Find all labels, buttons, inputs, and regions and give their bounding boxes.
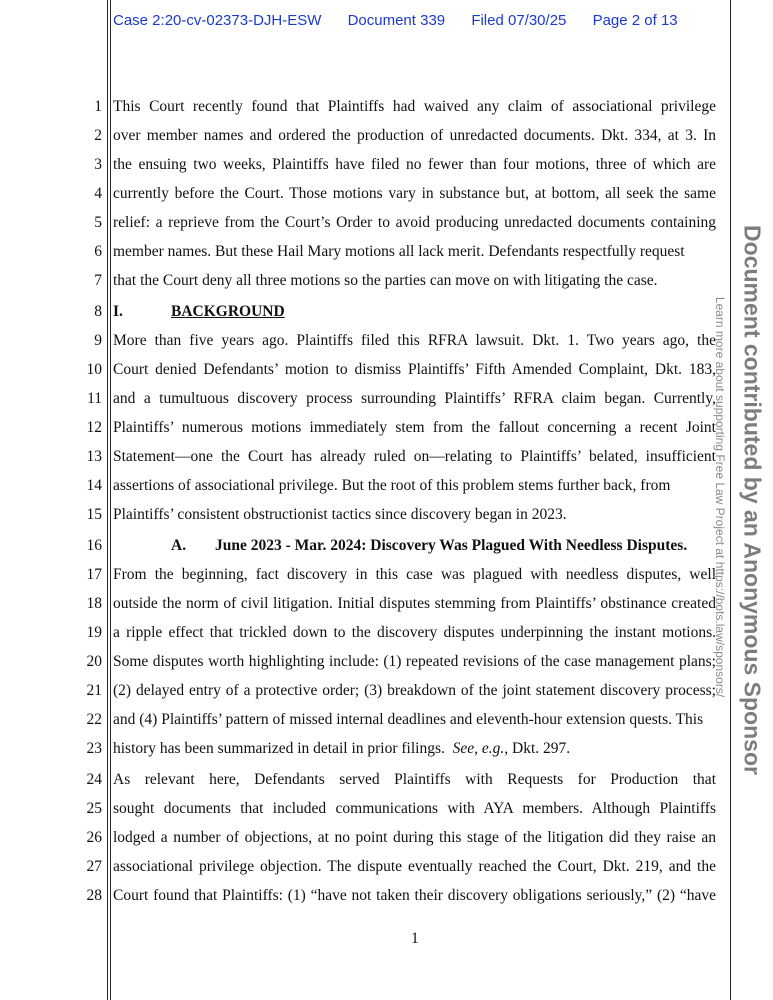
line-number: 18	[86, 595, 102, 612]
line-number: 23	[86, 740, 102, 757]
text-line: the ensuing two weeks, Plaintiffs have filed no fewer than four motions, three of which are	[113, 156, 716, 173]
left-margin-rule-inner	[110, 0, 111, 1000]
case-number: Case 2:20-cv-02373-DJH-ESW	[113, 12, 322, 29]
text-line: associational privilege objection. The dispute eventually reached the Court, Dkt. 219, and the	[113, 858, 716, 875]
line-number: 20	[86, 653, 102, 670]
text-line: sought documents that included communications with AYA members. Although Plaintiffs	[113, 800, 716, 817]
text-line: relief: a reprieve from the Court’s Order to avoid producing unredacted documents containing	[113, 214, 716, 231]
text-line: currently before the Court. Those motions vary in substance but, at bottom, all seek the same	[113, 185, 716, 202]
text-line: Court denied Defendants’ motion to dismiss Plaintiffs’ Fifth Amended Complaint, Dkt. 183,	[113, 361, 716, 378]
sponsor-watermark-link: Learn more about supporting Free Law Project at https://bots.law/sponsors/	[713, 296, 727, 698]
line-number: 13	[86, 448, 102, 465]
line-number: 9	[94, 332, 102, 349]
line-number: 6	[94, 243, 102, 260]
text-line: Court found that Plaintiffs: (1) “have not taken their discovery obligations seriously,” (2) “have	[113, 887, 716, 904]
line-number: 14	[86, 477, 102, 494]
line-number: 24	[86, 771, 102, 788]
text-line: Plaintiffs’ numerous motions immediately stem from the fallout concerning a recent Joint	[113, 419, 716, 436]
page-number: 1	[411, 930, 419, 947]
line-number: 27	[86, 858, 102, 875]
line-number: 15	[86, 506, 102, 523]
left-margin-rule-outer	[107, 0, 108, 1000]
line-number: 10	[86, 361, 102, 378]
right-margin-rule	[730, 0, 731, 1000]
text-line: over member names and ordered the production of unredacted documents. Dkt. 334, at 3. In	[113, 127, 716, 144]
text-line: lodged a number of objections, at no point during this stage of the litigation did they raise an	[113, 829, 716, 846]
text-line: Plaintiffs’ consistent obstructionist tactics since discovery began in 2023.	[113, 506, 567, 523]
line-number: 28	[86, 887, 102, 904]
text-line: Statement—one the Court has already ruled on—relating to Plaintiffs’ belated, insufficient	[113, 448, 716, 465]
section-title: BACKGROUND	[171, 303, 285, 320]
text-line: and a tumultuous discovery process surrounding Plaintiffs’ RFRA claim began. Currently,	[113, 390, 716, 407]
ecf-header	[113, 12, 700, 29]
line-number: 21	[86, 682, 102, 699]
document-number: Document 339	[347, 12, 446, 29]
text-line: From the beginning, fact discovery in this case was plagued with needless disputes, well	[113, 566, 716, 583]
line-number: 22	[86, 711, 102, 728]
text-line: This Court recently found that Plaintiffs had waived any claim of associational privilege	[113, 98, 716, 115]
line-number: 16	[86, 537, 102, 554]
text-line: Some disputes worth highlighting include: (1) repeated revisions of the case management plans;	[113, 653, 716, 670]
section-heading	[113, 302, 716, 321]
subsection-letter: A.	[171, 537, 187, 554]
text-line: member names. But these Hail Mary motions all lack merit. Defendants respectfully request	[113, 243, 685, 260]
sponsor-watermark: Document contributed by an Anonymous Sponsor	[739, 225, 766, 775]
citation-signal: See, e.g.	[452, 740, 505, 757]
line-number: 26	[86, 829, 102, 846]
subsection-title: June 2023 - Mar. 2024: Discovery Was Plagued With Needless Disputes.	[215, 537, 688, 554]
section-number: I.	[113, 303, 123, 320]
line-number: 3	[94, 156, 102, 173]
line-number: 17	[86, 566, 102, 583]
text-line: outside the norm of civil litigation. Initial disputes stemming from Plaintiffs’ obstinance created	[113, 595, 716, 612]
text-line: and (4) Plaintiffs’ pattern of missed internal deadlines and eleventh-hour extension quests. This	[113, 711, 704, 728]
line-number: 19	[86, 624, 102, 641]
line-number: 12	[86, 419, 102, 436]
text-line: (2) delayed entry of a protective order; (3) breakdown of the joint statement discovery process;	[113, 682, 716, 699]
text-segment: history has been summarized in detail in prior filings.	[113, 740, 453, 757]
filed-date: Filed 07/30/25	[471, 12, 567, 29]
text-line: a ripple effect that trickled down to the discovery disputes underpinning the instant motions.	[113, 624, 716, 641]
line-number: 1	[94, 98, 102, 115]
text-line: assertions of associational privilege. But the root of this problem stems further back, from	[113, 477, 671, 494]
line-number: 5	[94, 214, 102, 231]
text-line: More than five years ago. Plaintiffs filed this RFRA lawsuit. Dkt. 1. Two years ago, the	[113, 332, 716, 349]
page-indicator: Page 2 of 13	[592, 12, 678, 29]
text-line: that the Court deny all three motions so the parties can move on with litigating the case.	[113, 272, 658, 289]
line-number: 25	[86, 800, 102, 817]
line-number: 8	[94, 303, 102, 320]
line-number: 4	[94, 185, 102, 202]
line-number: 7	[94, 272, 102, 289]
subsection-heading	[113, 536, 716, 555]
line-number: 2	[94, 127, 102, 144]
text-line	[113, 739, 716, 758]
text-line: As relevant here, Defendants served Plaintiffs with Requests for Production that	[113, 771, 716, 788]
line-number: 11	[87, 390, 102, 407]
text-segment: , Dkt. 297.	[504, 740, 571, 757]
